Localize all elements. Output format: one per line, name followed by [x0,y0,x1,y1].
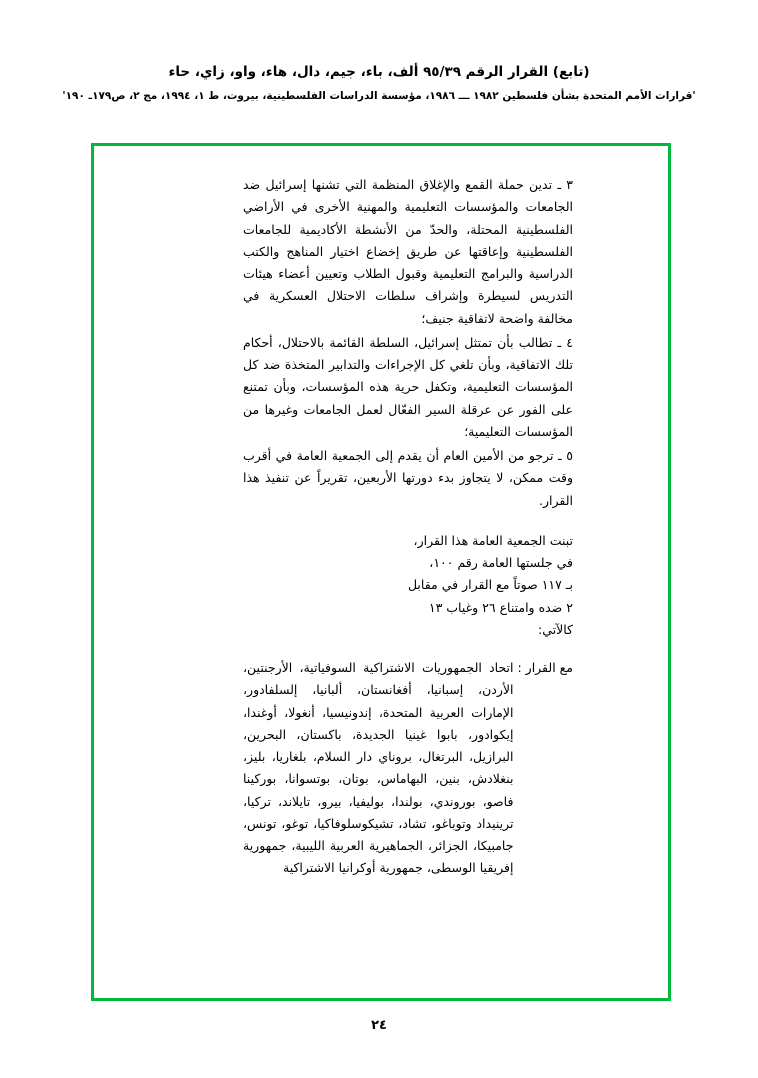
adoption-line-5: كالآتي: [538,621,573,637]
adoption-line-3: بـ ١١٧ صوتاً مع القرار في مقابل [407,577,573,593]
vote-in-favour-countries: اتحاد الجمهوريات الاشتراكية السوفياتية، الأرجنتين، الأردن، إسبانيا، أفغانستان، ألبانيا، إلسلفادور، الإمارات العربية المتحدة، إندونيسيا، أنغولا، أوغندا، إيكوادور، بابوا غينيا الجديدة، باكستان، البحرين، البرازيل، البرتغال، بروناي دار السلام، بلغاريا، بليز، بنغلادش، بنين، البهاماس، بوتان، بوتسوانا، بوركينا فاصو، بوروندي، بولندا، بوليفيا، بيرو، تايلاند، تركيا، ترينيداد وتوباغو، تشاد، تشيكوسلوفاكيا، توغو، تونس، جامبيكا، الجزائر، الجماهيرية العربية الليبية، جمهورية إفريقيا الوسطى، جمهورية أوكرانيا الاشتراكية [243,660,514,876]
spacer [243,514,573,530]
page-title: (تابع) القرار الرقم ٩٥/٣٩ ألف، باء، جيم، دال، هاء، واو، زاي، حاء [168,64,590,80]
page-number: ٢٤ [371,1018,387,1033]
vote-in-favour-block [243,657,573,880]
spacer-2 [243,641,573,657]
adoption-line-4: ٢ ضده وامتناع ٢٦ وغياب ١٣ [428,599,573,615]
paragraph-clause-3: ٣ ـ تدين حملة القمع والإغلاق المنظمة التي تشنها إسرائيل ضد الجامعات والمؤسسات التعليمية والمهنية الأخرى في الأراضي الفلسطينية المحتلة، والحدّ من الأنشطة الأكاديمية للجامعات الفلسطينية وإعاقتها عن طريق إخضاع اختيار المناهج والكتب الدراسية والبرامج التعليمية وقبول الطلاب وتعيين أعضاء هيئات التدريس لسيطرة وإشراف سلطات الاحتلال العسكرية في مخالفة واضحة لاتفاقية جنيف؛ [243,177,573,326]
paragraph-clause-5: ٥ ـ ترجو من الأمين العام أن يقدم إلى الجمعية العامة في أقرب وقت ممكن، لا يتجاوز بدء دورتها الأربعين، تقريراً عن تنفيذ هذا القرار. [243,448,573,508]
content-frame [91,143,671,1001]
adoption-line-2: في جلستها العامة رقم ١٠٠، [429,555,573,570]
paragraph-clause-4: ٤ ـ تطالب بأن تمتثل إسرائيل، السلطة القائمة بالاحتلال، أحكام تلك الاتفاقية، وبأن تلغي كل الإجراءات والتدابير المتخذة ضد كل المؤسسات التعليمية، وتكفل حرية هذه المؤسسات، وبأن تمتنع على الفور عن عرقلة السير الفعّال لعمل الجامعات وغيرها من المؤسسات التعليمية؛ [243,334,573,439]
document-body [243,174,573,880]
document-header [0,62,758,102]
source-citation: 'قرارات الأمم المتحدة بشأن فلسطين ١٩٨٢ ـــ ١٩٨٦، مؤسسة الدراسات الفلسطينية، بيروت، ط ١، ١٩٩٤، مج ٢، ص١٧٩ـ ١٩٠' [62,90,696,103]
adoption-line-1: تبنت الجمعية العامة هذا القرار، [413,532,573,548]
vote-in-favour-label: مع القرار : [517,660,573,675]
